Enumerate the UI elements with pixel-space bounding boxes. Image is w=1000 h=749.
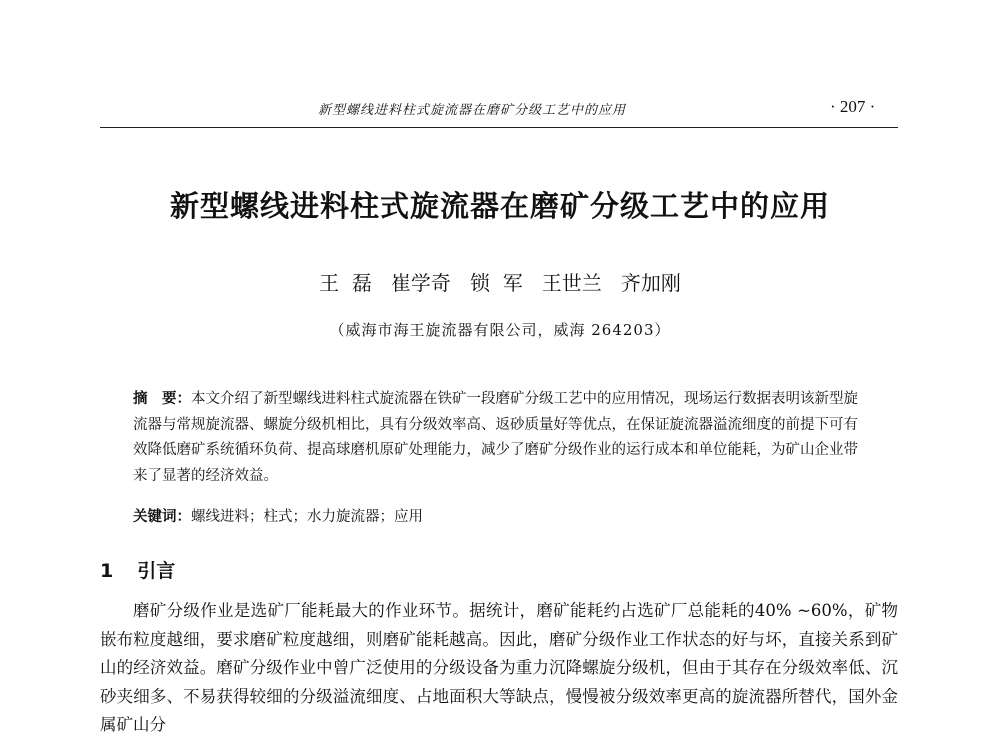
- abstract: [133, 387, 863, 489]
- abstract-label: 摘 要：: [133, 391, 191, 407]
- abstract-text: 本文介绍了新型螺线进料柱式旋流器在铁矿一段磨矿分级工艺中的应用情况，现场运行数据表明该新型旋流器与常规旋流器、螺旋分级机相比，具有分级效率高、返砂质量好等优点，在保证旋流器溢流细度的前提下可有效降低磨矿系统循环负荷、提高球磨机原矿处理能力，减少了磨矿分级作业的运行成本和单位能耗，为矿山企业带来了显著的经济效益。: [133, 391, 858, 484]
- body-paragraph: 磨矿分级作业是选矿厂能耗最大的作业环节。据统计，磨矿能耗约占选矿厂总能耗的40% ~60%，矿物嵌布粒度越细，要求磨矿粒度越细，则磨矿能耗越高。因此，磨矿分级作业工作状态的好与坏，直接关系到矿山的经济效益。磨矿分级作业中曾广泛使用的分级设备为重力沉降螺旋分级机，但由于其存在分级效率低、沉砂夹细多、不易获得较细的分级溢流细度、占地面积大等缺点，慢慢被分级效率更高的旋流器所替代，国外金属矿山分: [100, 601, 898, 734]
- section-number: 1: [100, 560, 114, 582]
- keywords-label: 关键词：: [133, 509, 191, 525]
- running-head: 新型螺线进料柱式旋流器在磨矿分级工艺中的应用: [318, 103, 627, 118]
- keywords: [133, 505, 863, 526]
- affiliation: （威海市海王旋流器有限公司，威海 264203）: [329, 321, 671, 339]
- page-number: · 207 ·: [830, 97, 876, 116]
- section-heading: [100, 556, 175, 583]
- keywords-text: 螺线进料；柱式；水力旋流器；应用: [191, 509, 423, 525]
- section-title: 引言: [137, 560, 176, 582]
- article-title: 新型螺线进料柱式旋流器在磨矿分级工艺中的应用: [169, 189, 830, 223]
- header-rule: [100, 127, 898, 128]
- author-list: 王 磊 崔学奇 锁 军 王世兰 齐加刚: [319, 271, 681, 295]
